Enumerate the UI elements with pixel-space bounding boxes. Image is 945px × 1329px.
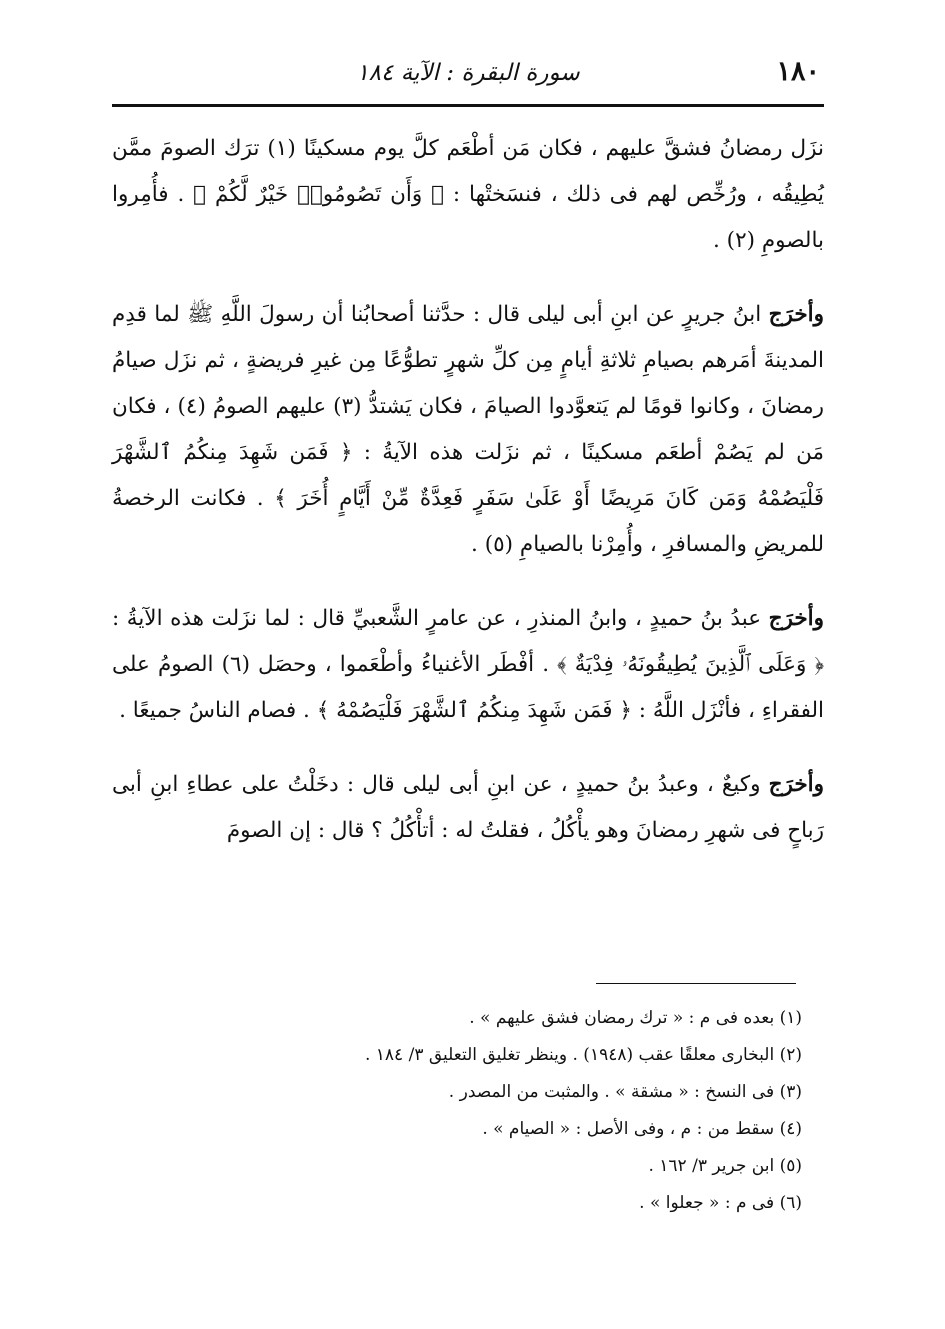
footnote: (٦) فى م : « جعلوا » . [639, 1193, 802, 1213]
footnote: (٢) البخارى معلقًا عقب (١٩٤٨) . وينظر تغليق التعليق ٣/ ١٨٤ . [364, 1045, 802, 1065]
footnote: (٤) سقط من : م ، وفى الأصل : « الصيام » . [482, 1119, 802, 1139]
paragraph-lead: وأخرَج [768, 302, 824, 327]
paragraph-text: نزَل رمضانُ فشقَّ عليهم ، فكان مَن أطْعَم كلَّ يوم مسكينًا (١) ترَك الصومَ ممَّن يُطِيقُه ، ورُخِّص لهم فى ذلك ، فنسَختْها : ﴿ وَأَن تَصُومُوا۟ خَيْرٌ لَّكُمْ ﴾ . فأُمِروا بالصومِ (٢) . [112, 136, 824, 253]
footnote: (١) بعده فى م : « ترك رمضان فشق عليهم » . [469, 1008, 802, 1028]
paragraph [112, 126, 824, 264]
main-text [112, 126, 824, 882]
paragraph-text: ابنُ جريرٍ عن ابنِ أبى ليلى قال : حدَّثنا أصحابُنا أن رسولَ اللَّهِ ﷺ لما قدِم المدينةَ أمَرهم بصيامِ ثلاثةِ أيامٍ مِن كلِّ شهرٍ تطوُّعًا مِن غيرِ فريضةٍ ، ثم نزَل صيامُ رمضانَ ، وكانوا قومًا لم يَتعوَّدوا الصيامَ ، فكان يَشتدُّ (٣) عليهم الصومُ (٤) ، فكان مَن لم يَصُمْ أطعَم مسكينًا ، ثم نزَلت هذه الآيةُ : ﴿ فَمَن شَهِدَ مِنكُمُ ٱلشَّهْرَ فَلْيَصُمْهُ وَمَن كَانَ مَرِيضًا أَوْ عَلَىٰ سَفَرٍ فَعِدَّةٌ مِّنْ أَيَّامٍ أُخَرَ ﴾ . فكانت الرخصةُ للمريضِ والمسافرِ ، وأُمِرْنا بالصيامِ (٥) . [112, 302, 824, 557]
paragraph [112, 292, 824, 568]
paragraph [112, 596, 824, 734]
paragraph-lead: وأخرَج [768, 606, 824, 631]
paragraph [112, 762, 824, 854]
paragraph-text: عبدُ بنُ حميدٍ ، وابنُ المنذرِ ، عن عامرٍ الشَّعبيِّ قال : لما نزَلت هذه الآيةُ : ﴿ وَعَلَى ٱلَّذِينَ يُطِيقُونَهُۥ فِدْيَةٌ ﴾ . أفْطَر الأغنياءُ وأطْعَموا ، وحصَل (٦) الصومُ على الفقراءِ ، فأنْزَل اللَّهُ : ﴿ فَمَن شَهِدَ مِنكُمُ ٱلشَّهْرَ فَلْيَصُمْهُ ﴾ . فصام الناسُ جميعًا . [112, 606, 824, 723]
page-number: ١٨٠ [776, 56, 820, 87]
paragraph-text: وكيعٌ ، وعبدُ بنُ حميدٍ ، عن ابنِ أبى ليلى قال : دخَلْتُ على عطاءِ ابنِ أبى رَباحٍ فى شهرِ رمضانَ وهو يأْكُلُ ، فقلتُ له : أتأْكُلُ ؟ قال : إن الصومَ [112, 772, 824, 843]
footnote: (٥) ابن جرير ٣/ ١٦٢ . [648, 1156, 802, 1176]
header-divider [112, 104, 824, 107]
page-header [112, 52, 824, 96]
paragraph-lead: وأخرَج [768, 772, 824, 797]
running-title: سورة البقرة : الآية ١٨٤ [356, 60, 580, 86]
footnote-divider [596, 983, 796, 984]
footnote: (٣) فى النسخ : « مشقة » . والمثبت من المصدر . [448, 1082, 802, 1102]
footnotes-list [112, 1000, 802, 1222]
